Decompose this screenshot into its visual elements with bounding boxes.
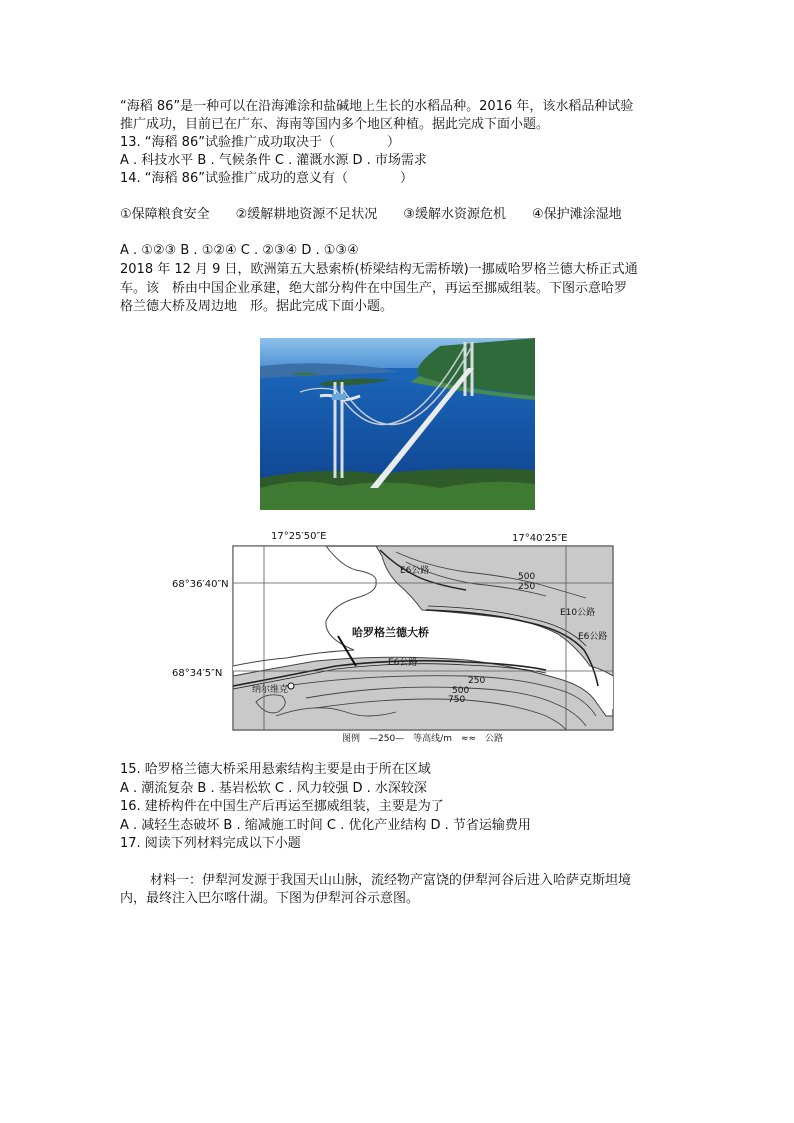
passage2-intro-line1: 2018 年 12 月 9 日，欧洲第五大悬索桥(桥梁结构无需桥墩)一挪威哈罗格兰德大桥正式通 bbox=[120, 262, 638, 277]
passage1-intro-line1: “海稻 86”是一种可以在沿海滩涂和盐碱地上生长的水稻品种。2016 年，该水稻品种试验 bbox=[120, 99, 634, 114]
road-e6-top-label: E6公路 bbox=[400, 566, 430, 576]
material-line2: 内，最终注入巴尔喀什湖。下图为伊犁河谷示意图。 bbox=[120, 891, 420, 906]
question-16-options: A . 减轻生态破坏 B . 缩减施工时间 C . 优化产业结构 D . 节省运输费用 bbox=[120, 818, 531, 833]
bridge-label: 哈罗格兰德大桥 bbox=[352, 626, 429, 639]
material-line1: 材料一：伊犁河发源于我国天山山脉，流经物产富饶的伊犁河谷后进入哈萨克斯坦境 bbox=[150, 873, 632, 888]
contour-500-top-label: 500 bbox=[518, 572, 536, 582]
question-17: 17. 阅读下列材料完成以下小题 bbox=[120, 836, 301, 851]
city-label: 纳尔维克 bbox=[252, 685, 289, 695]
question-15: 15. 哈罗格兰德大桥采用悬索结构主要是由于所在区域 bbox=[120, 762, 431, 777]
longitude-left-label: 17°25′50″E bbox=[271, 531, 327, 542]
contour-250-bottom-label: 250 bbox=[468, 676, 486, 686]
question-13-options: A . 科技水平 B . 气候条件 C . 灌溉水源 D . 市场需求 bbox=[120, 153, 427, 168]
question-14: 14. “海稻 86”试验推广成功的意义有（ ） bbox=[120, 171, 413, 186]
contour-500-bottom-label: 500 bbox=[452, 686, 470, 696]
map-legend: 图例 —250— 等高线/m ≈≈ 公路 bbox=[342, 734, 504, 744]
road-e6-mid-label: E6公路 bbox=[388, 658, 418, 668]
question-16: 16. 建桥构件在中国生产后再运至挪威组装，主要是为了 bbox=[120, 799, 444, 814]
longitude-right-label: 17°40′25″E bbox=[512, 533, 568, 544]
passage1-intro-line2: 推广成功，目前已在广东、海南等国内多个地区种植。据此完成下面小题。 bbox=[120, 117, 550, 132]
road-e6-right-label: E6公路 bbox=[578, 632, 608, 642]
latitude-bottom-label: 68°34′5″N bbox=[172, 668, 223, 679]
question-14-options: A . ①②③ B . ①②④ C . ②③④ D . ①③④ bbox=[120, 243, 359, 258]
road-e10-label: E10公路 bbox=[560, 608, 596, 618]
question-14-statements: ①保障粮食安全 ②缓解耕地资源不足状况 ③缓解水资源危机 ④保护滩涂湿地 bbox=[120, 207, 622, 222]
contour-250-top-label: 250 bbox=[518, 582, 536, 592]
latitude-top-label: 68°36′40″N bbox=[172, 579, 229, 590]
question-15-options: A . 潮流复杂 B . 基岩松软 C . 风力较强 D . 水深较深 bbox=[120, 781, 427, 796]
contour-750-bottom-label: 750 bbox=[448, 695, 466, 705]
question-13: 13. “海稻 86”试验推广成功取决于（ ） bbox=[120, 135, 400, 150]
topographic-map bbox=[166, 526, 626, 744]
passage2-intro-line3: 格兰德大桥及周边地 形。据此完成下面小题。 bbox=[120, 299, 394, 314]
passage2-intro-line2: 车。该 桥由中国企业承建，绝大部分构件在中国生产，再运至挪威组装。下图示意哈罗 bbox=[120, 281, 628, 296]
bridge-photo bbox=[260, 338, 535, 510]
